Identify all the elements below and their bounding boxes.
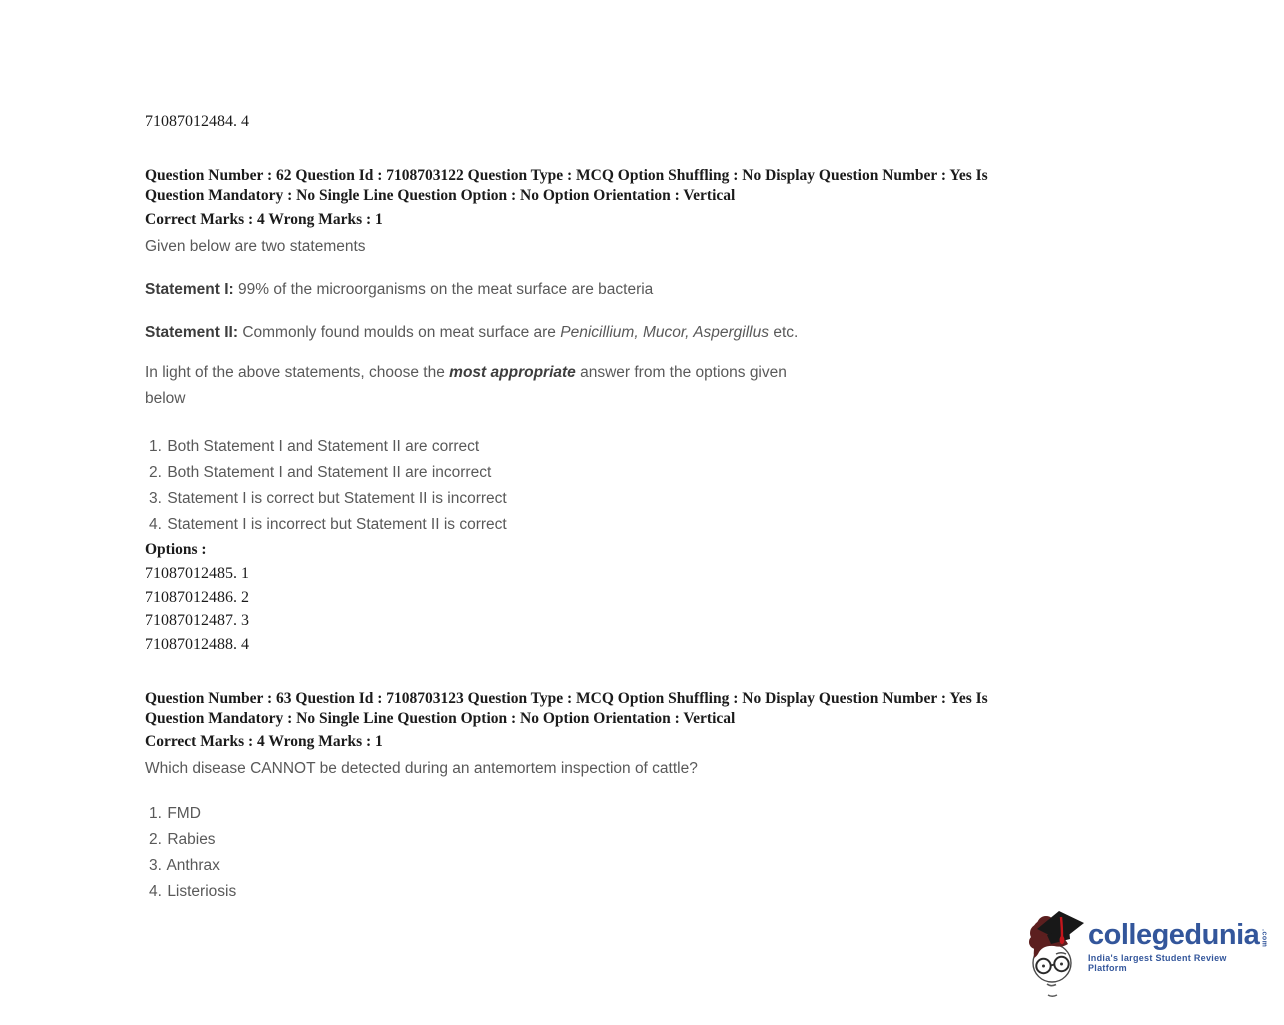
question-62-closing [145,360,787,412]
statement-2-suffix: etc. [773,324,799,341]
statement-2 [145,324,798,341]
choice-number: 3. [149,490,162,507]
choice-item [149,512,507,538]
choice-item [149,460,507,486]
closing-line2: below [145,390,186,407]
statement-1-text: 99% of the microorganisms on the meat surface are bacteria [238,281,654,298]
statement-2-label: Statement II: [145,324,239,341]
choice-item [149,827,236,853]
choice-number: 1. [149,805,162,822]
collegedunia-logo [1024,908,1268,1004]
closing-emphasis: most appropriate [449,364,576,381]
options-heading: Options : [145,541,207,558]
choice-item [149,434,507,460]
choice-number: 1. [149,438,162,455]
statement-1 [145,281,653,298]
logo-text-block [1088,908,1267,973]
question-63-header [145,689,988,728]
brand-tld: .com [1260,929,1268,948]
question-63-marks: Correct Marks : 4 Wrong Marks : 1 [145,733,383,750]
choice-number: 4. [149,516,162,533]
choice-text: Both Statement I and Statement II are correct [167,438,480,455]
choice-text: Anthrax [166,857,220,874]
question-63-choices [149,801,236,905]
option-id-item: 71087012486. 2 [145,588,249,606]
question-62-header-line1: Question Number : 62 Question Id : 7108703122 Question Type : MCQ Option Shuffling : No Display Question Number : Yes Is [145,167,988,184]
option-id-item: 71087012487. 3 [145,612,249,629]
brand-name: collegedunia [1088,919,1260,951]
choice-number: 2. [149,831,162,848]
choice-text: Listeriosis [167,883,237,900]
statement-2-italic: Penicillium, Mucor, Aspergillus [560,324,770,341]
choice-text: Statement I is correct but Statement II is incorrect [167,490,507,507]
statement-1-label: Statement I: [145,281,234,298]
choice-number: 2. [149,464,162,481]
question-62-header [145,166,988,205]
question-63-text: Which disease CANNOT be detected during an antemortem inspection of cattle? [145,760,698,777]
question-63-header-line1: Question Number : 63 Question Id : 7108703123 Question Type : MCQ Option Shuffling : No Display Question Number : Yes Is [145,690,988,707]
choice-item [149,486,507,512]
choice-number: 3. [149,857,162,874]
collegedunia-mascot-icon [1024,908,1086,1000]
choice-text: Statement I is incorrect but Statement II is correct [167,516,507,533]
option-id-item: 71087012485. 1 [145,565,249,582]
choice-text: Both Statement I and Statement II are incorrect [167,464,492,481]
choice-text: Rabies [167,831,216,848]
choice-item [149,801,236,827]
closing-line1 [145,360,787,386]
option-id-list [145,562,249,656]
question-63-header-line2: Question Mandatory : No Single Line Question Option : No Option Orientation : Vertical [145,709,736,727]
question-62-header-line2: Question Mandatory : No Single Line Question Option : No Option Orientation : Vertical [145,186,736,204]
question-62-intro: Given below are two statements [145,238,366,255]
question-62-marks: Correct Marks : 4 Wrong Marks : 1 [145,211,383,228]
closing-post: answer from the options given [580,364,787,381]
brand-tagline: India's largest Student Review Platform [1088,953,1227,973]
closing-pre: In light of the above statements, choose the [145,364,445,381]
option-id-item: 71087012488. 4 [145,635,249,653]
choice-text: FMD [167,805,201,822]
question-62-choices [149,434,507,538]
choice-number: 4. [149,883,162,900]
answer-id: 71087012484. 4 [145,113,249,130]
statement-2-text: Commonly found moulds on meat surface are [242,324,556,341]
choice-item [149,853,236,879]
choice-item [149,879,236,905]
